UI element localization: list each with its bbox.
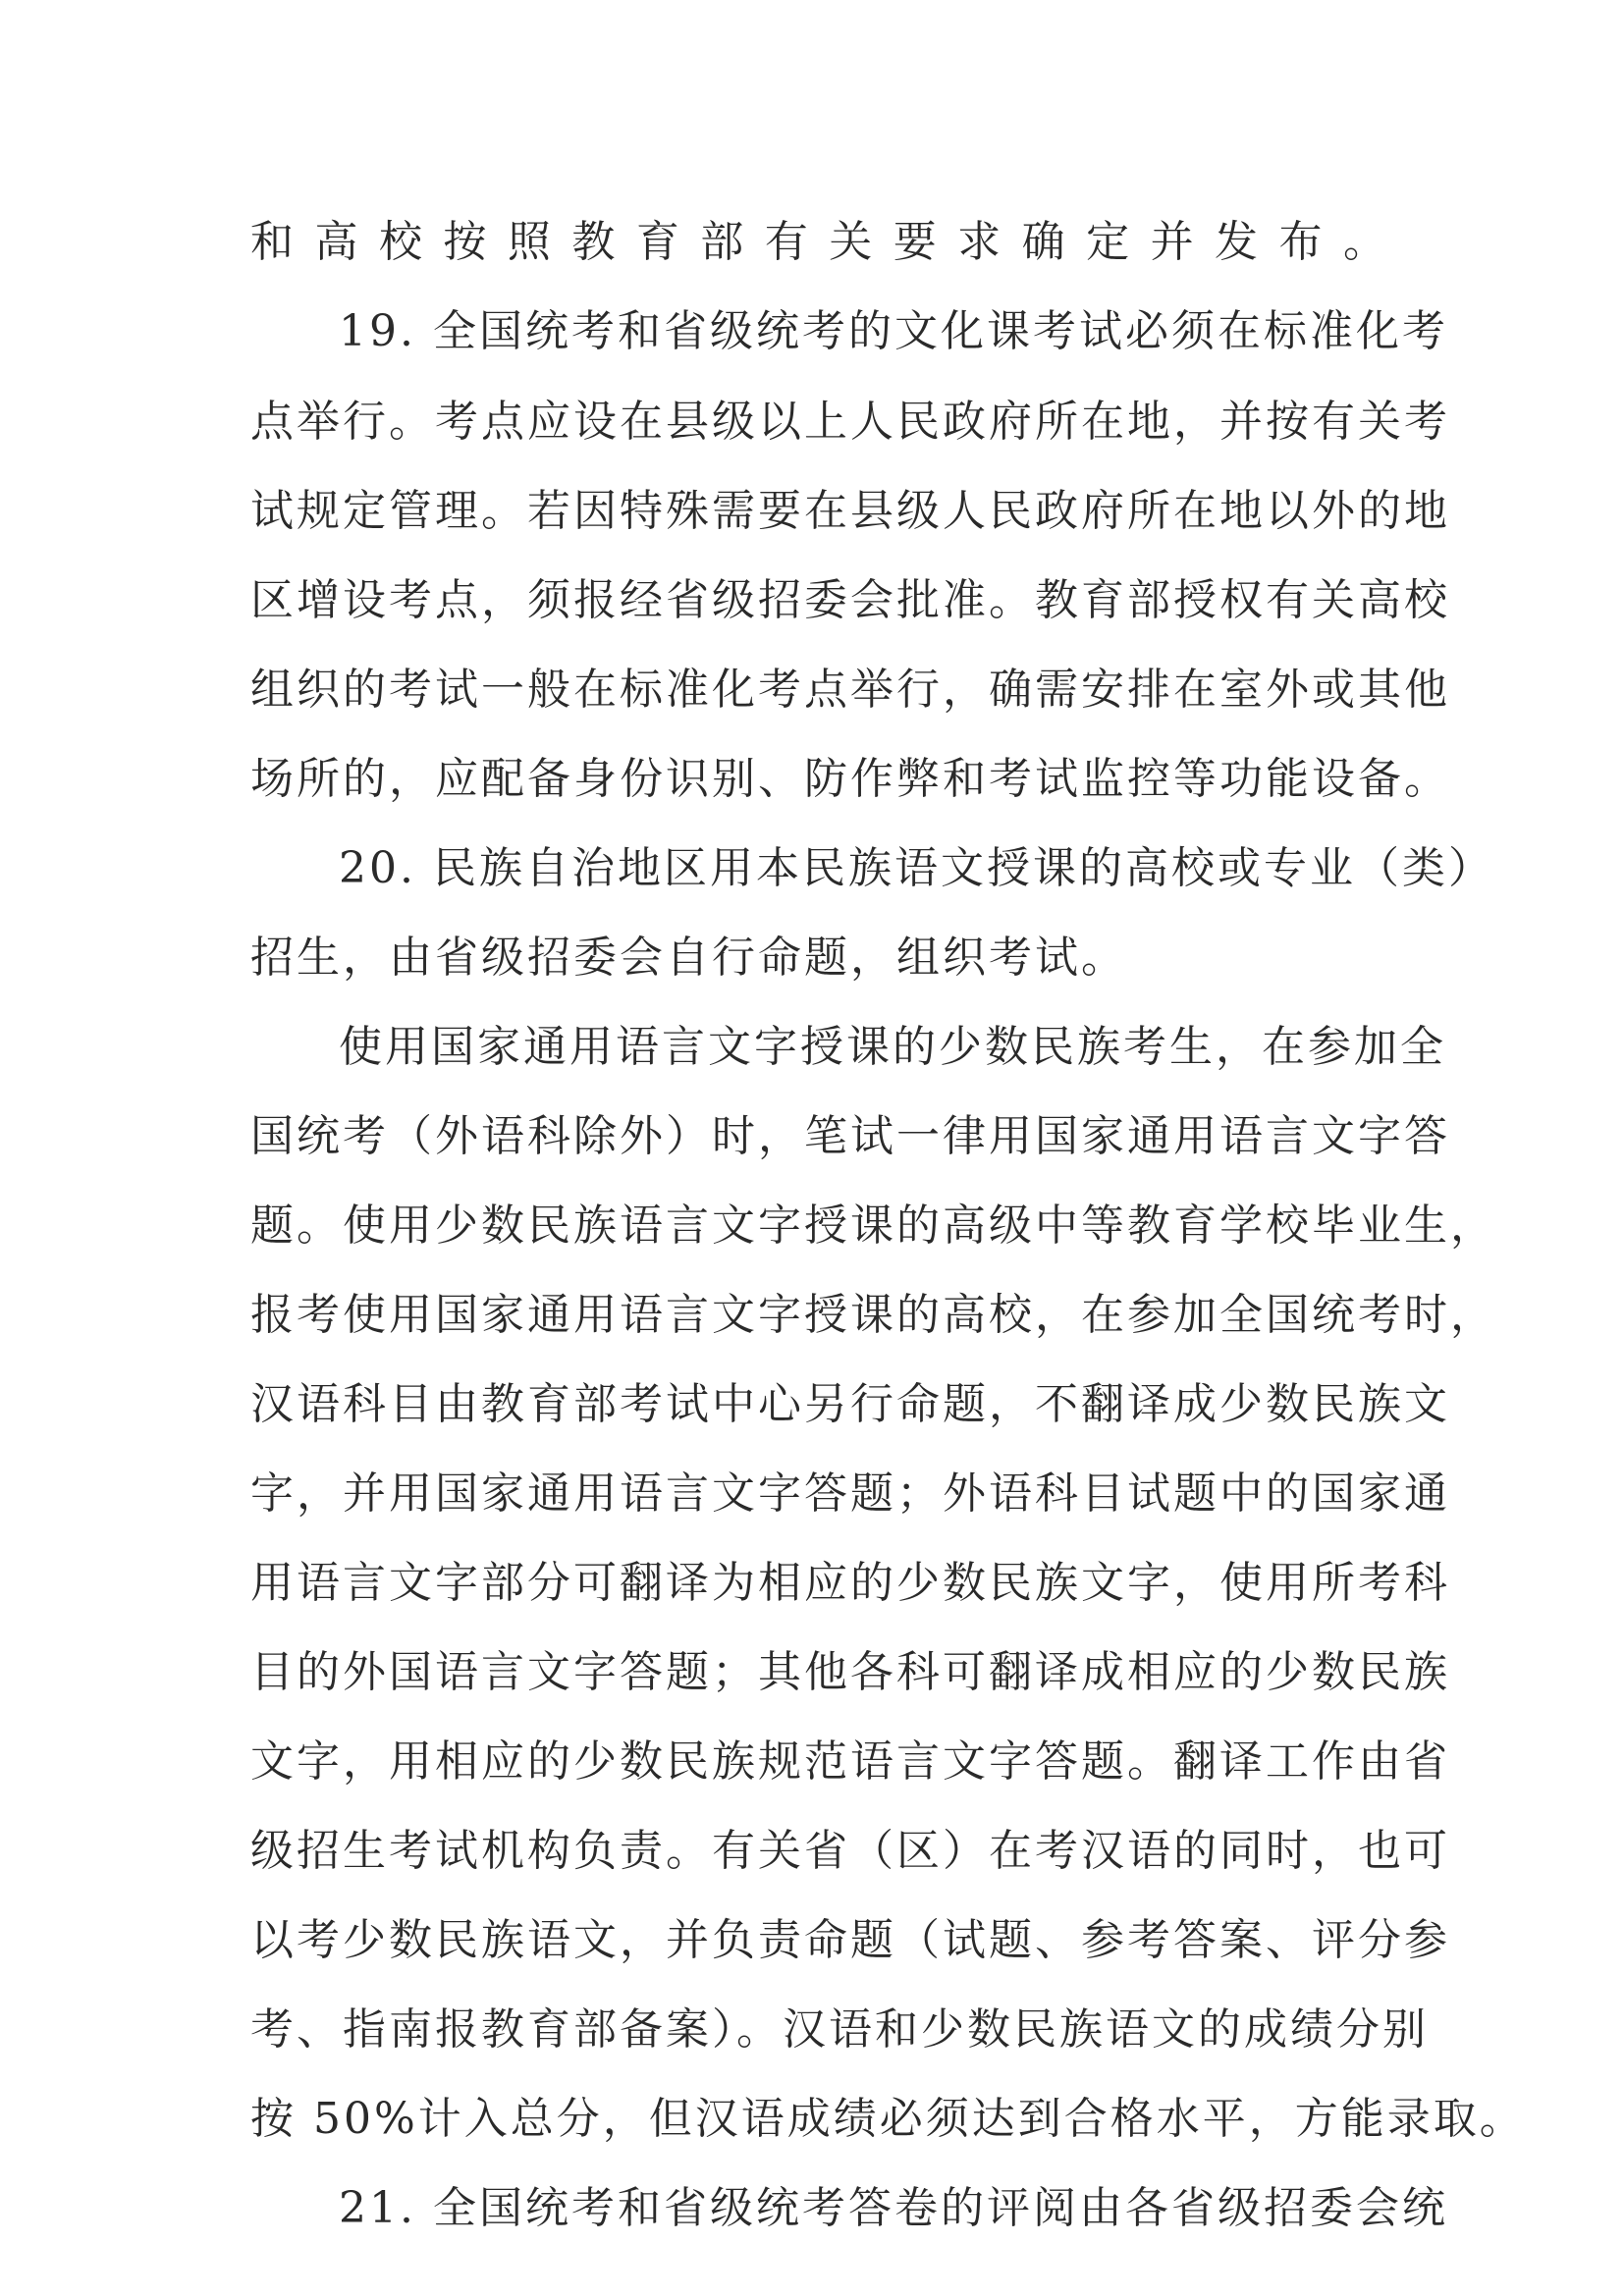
text-line: 以考少数民族语文，并负责命题（试题、参考答案、评分参 bbox=[250, 1915, 1450, 1965]
text-line: 场所的，应配备身份识别、防作弊和考试监控等功能设备。 bbox=[250, 754, 1450, 804]
text-line: 20. 民族自治地区用本民族语文授课的高校或专业（类） bbox=[339, 843, 1494, 893]
text-line: 按 50%计入总分，但汉语成绩必须达到合格水平，方能录取。 bbox=[250, 2094, 1526, 2144]
text-line: 文字，用相应的少数民族规范语言文字答题。翻译工作由省 bbox=[250, 1736, 1450, 1787]
text-line: 试规定管理。若因特殊需要在县级人民政府所在地以外的地 bbox=[250, 486, 1450, 536]
text-line: 目的外国语言文字答题；其他各科可翻译成相应的少数民族 bbox=[250, 1647, 1450, 1697]
text-line: 和高校按照教育部有关要求确定并发布。 bbox=[250, 217, 1389, 267]
text-line: 字，并用国家通用语言文字答题；外语科目试题中的国家通 bbox=[250, 1468, 1450, 1519]
text-line: 用语言文字部分可翻译为相应的少数民族文字，使用所考科 bbox=[250, 1558, 1450, 1608]
text-line: 使用国家通用语言文字授课的少数民族考生，在参加全 bbox=[339, 1022, 1446, 1072]
text-line: 级招生考试机构负责。有关省（区）在考汉语的同时，也可 bbox=[250, 1826, 1450, 1876]
text-line: 点举行。考点应设在县级以上人民政府所在地，并按有关考 bbox=[250, 397, 1450, 447]
text-line: 招生，由省级招委会自行命题，组织考试。 bbox=[250, 933, 1127, 983]
text-line: 19. 全国统考和省级统考的文化课考试必须在标准化考 bbox=[339, 306, 1448, 356]
text-line: 组织的考试一般在标准化考点举行，确需安排在室外或其他 bbox=[250, 665, 1450, 715]
text-line: 汉语科目由教育部考试中心另行命题，不翻译成少数民族文 bbox=[250, 1379, 1450, 1429]
text-line: 题。使用少数民族语言文字授课的高级中等教育学校毕业生， bbox=[250, 1201, 1496, 1251]
text-line: 国统考（外语科除外）时，笔试一律用国家通用语言文字答 bbox=[250, 1111, 1450, 1161]
text-line: 21. 全国统考和省级统考答卷的评阅由各省级招委会统 bbox=[339, 2183, 1448, 2233]
text-line: 报考使用国家通用语言文字授课的高校，在参加全国统考时， bbox=[250, 1290, 1496, 1340]
text-line: 考、指南报教育部备案）。汉语和少数民族语文的成绩分别 bbox=[250, 2004, 1429, 2055]
text-line: 区增设考点，须报经省级招委会批准。教育部授权有关高校 bbox=[250, 575, 1450, 625]
